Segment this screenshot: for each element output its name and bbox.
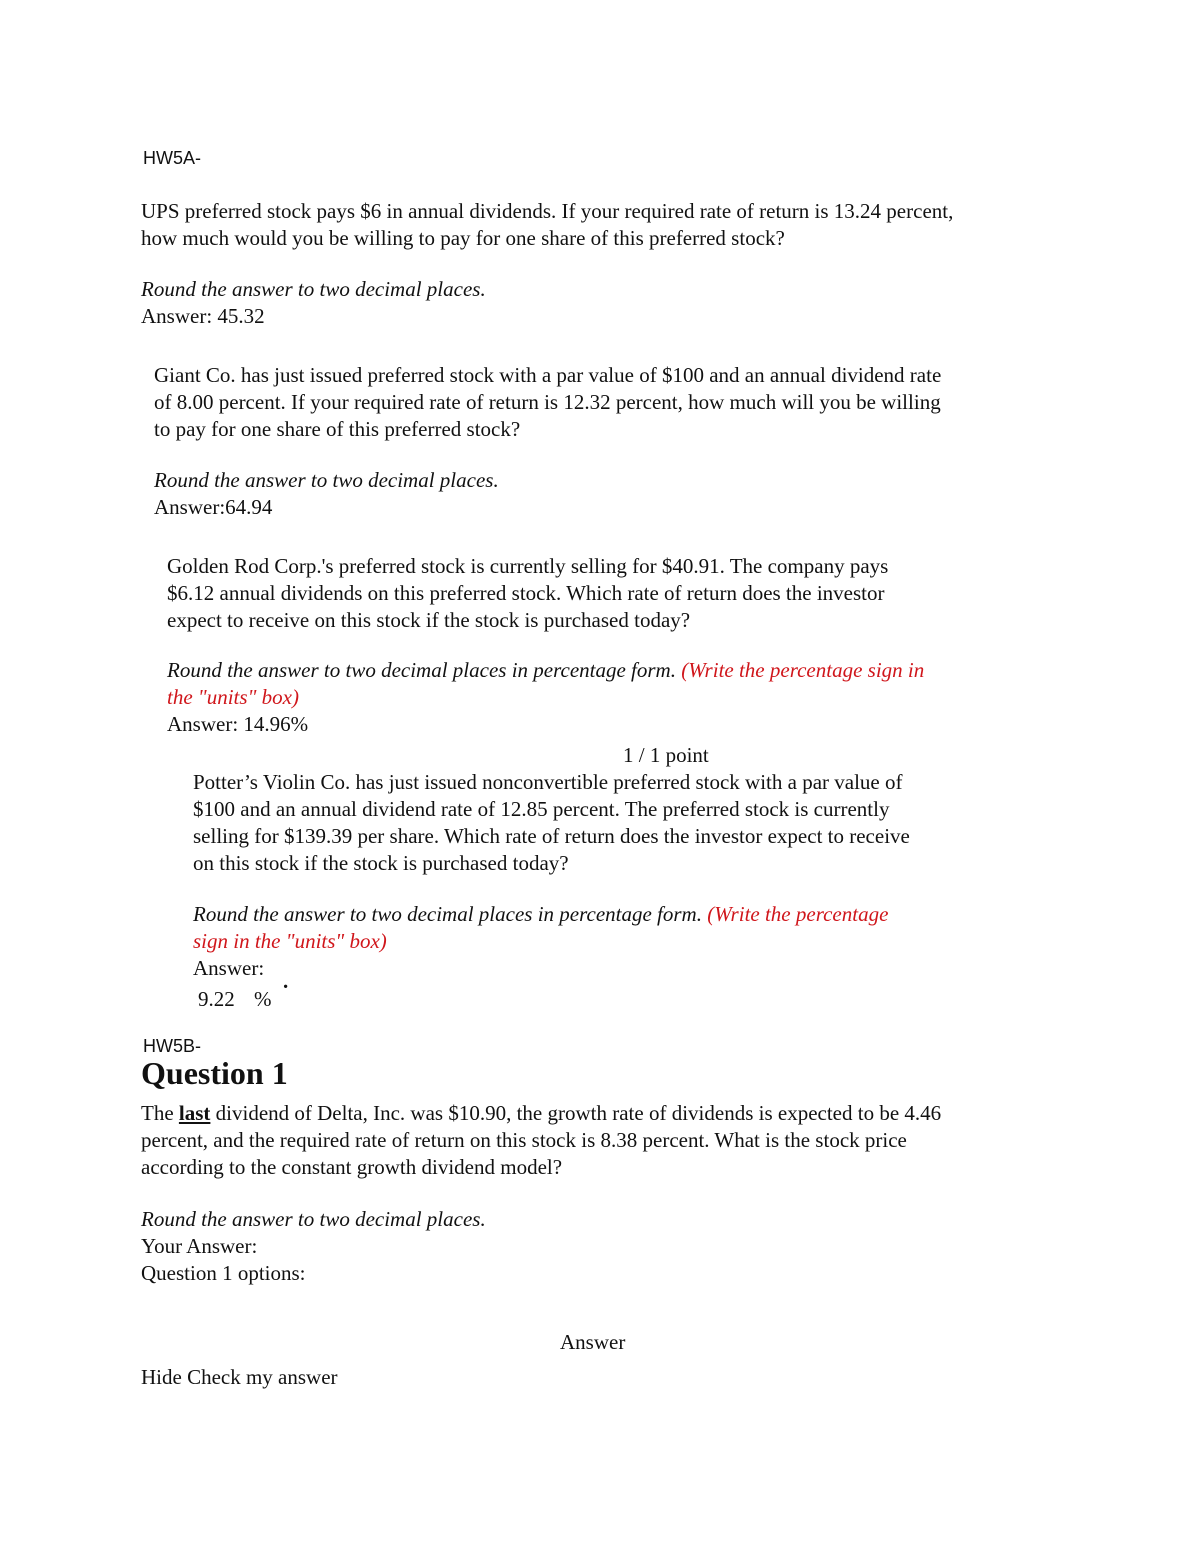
question-text: UPS preferred stock pays $6 in annual dividends. If your required rate of return is 13.24 percent, (141, 199, 954, 223)
question-text: expect to receive on this stock if the stock is purchased today? (167, 608, 691, 632)
answer-text: Answer: 45.32 (141, 304, 265, 328)
emphasized-word: last (178, 1101, 211, 1125)
points-score: 1 / 1 point (623, 743, 709, 767)
question-text: according to the constant growth dividend model? (141, 1155, 563, 1179)
answer-heading: Answer (560, 1330, 626, 1354)
rounding-instruction: Round the answer to two decimal places. (141, 1207, 486, 1231)
question-text: Giant Co. has just issued preferred stock with a par value of $100 and an annual dividend rate (154, 363, 942, 387)
question-text: Golden Rod Corp.'s preferred stock is currently selling for $40.91. The company pays (167, 554, 889, 578)
units-note: the "units" box) (167, 685, 299, 709)
question-title: Question 1 (141, 1055, 288, 1091)
answer-text: Answer:64.94 (154, 495, 273, 519)
question-text: Potter’s Violin Co. has just issued nonconvertible preferred stock with a par value of (193, 770, 903, 794)
hide-check-answer-link[interactable]: Hide Check my answer (141, 1365, 338, 1389)
question-text: of 8.00 percent. If your required rate of return is 12.32 percent, how much will you be willing (154, 390, 941, 414)
question-text: $6.12 annual dividends on this preferred stock. Which rate of return does the investor (167, 581, 885, 605)
instruction-line (193, 901, 888, 928)
hw5b-header: HW5B- (143, 1036, 201, 1056)
question-text: how much would you be willing to pay for one share of this preferred stock? (141, 226, 785, 250)
units-note: (Write the percentage (707, 902, 889, 926)
answer-number: 9.22 (198, 987, 235, 1011)
question-text: percent, and the required rate of return on this stock is 8.38 percent. What is the stock price (141, 1128, 907, 1152)
rounding-instruction: Round the answer to two decimal places. (141, 277, 486, 301)
question-text (141, 1100, 941, 1127)
your-answer-label: Your Answer: (141, 1234, 258, 1258)
answer-text: Answer: 14.96% (167, 712, 309, 736)
question-text: selling for $139.39 per share. Which rate of return does the investor expect to receive (193, 824, 910, 848)
options-label: Question 1 options: (141, 1261, 306, 1285)
units-note: sign in the "units" box) (193, 929, 387, 953)
units-note: (Write the percentage sign in (681, 658, 925, 682)
hw5a-header: HW5A- (143, 148, 201, 168)
question-text-start: The (141, 1101, 174, 1125)
question-text-rest: dividend of Delta, Inc. was $10.90, the growth rate of dividends is expected to be 4.46 (215, 1101, 942, 1125)
answer-value (198, 986, 272, 1013)
rounding-instruction: Round the answer to two decimal places in percentage form. (193, 902, 702, 926)
stray-dot: . (283, 969, 289, 993)
rounding-instruction: Round the answer to two decimal places. (154, 468, 499, 492)
question-text: to pay for one share of this preferred stock? (154, 417, 521, 441)
question-text: $100 and an annual dividend rate of 12.85 percent. The preferred stock is currently (193, 797, 890, 821)
instruction-line (167, 657, 924, 684)
answer-units: % (254, 987, 272, 1011)
question-text: on this stock if the stock is purchased today? (193, 851, 569, 875)
answer-label: Answer: (193, 956, 265, 980)
rounding-instruction: Round the answer to two decimal places in percentage form. (167, 658, 676, 682)
